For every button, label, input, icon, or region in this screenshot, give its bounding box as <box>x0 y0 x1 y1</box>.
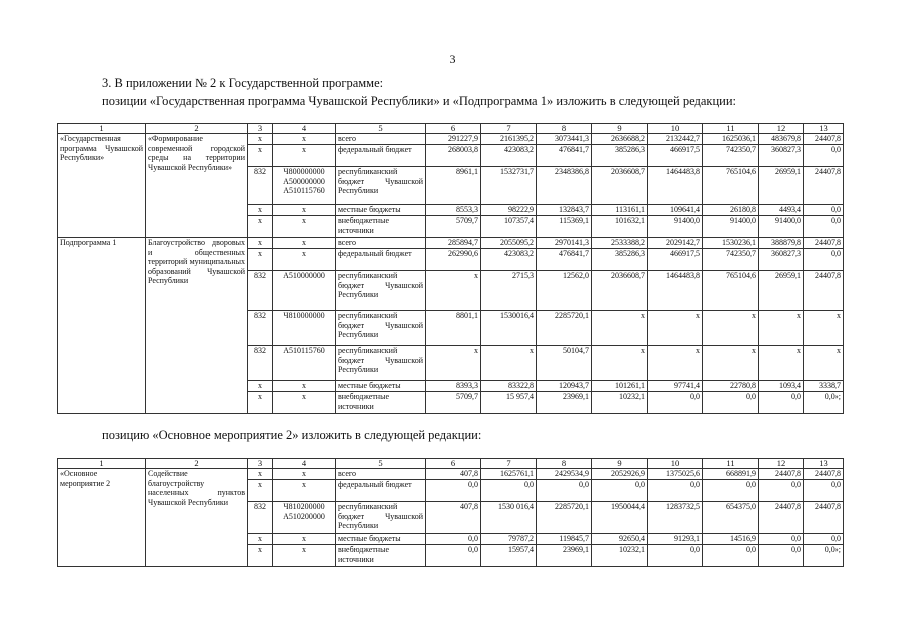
amount-cell: 2036608,7 <box>592 271 648 311</box>
budget-code-cell: Ч800000000 А500000000 А510115760 <box>273 167 336 205</box>
funding-source-cell: республиканский бюджет Чувашской Республики <box>336 167 426 205</box>
amount-cell: 360827,3 <box>759 145 804 167</box>
admin-code-cell: х <box>248 381 273 392</box>
amount-cell: 0,0»; <box>804 545 844 567</box>
amount-cell: 285894,7 <box>426 238 481 249</box>
column-number-cell: 2 <box>146 459 248 469</box>
admin-code-cell: х <box>248 249 273 271</box>
amount-cell: 2052926,9 <box>592 469 648 480</box>
amount-cell: 1532731,7 <box>481 167 537 205</box>
column-number-cell: 13 <box>804 459 844 469</box>
admin-code-cell: х <box>248 238 273 249</box>
amount-cell: 8961,1 <box>426 167 481 205</box>
funding-source-cell: республиканский бюджет Чувашской Республики <box>336 502 426 534</box>
budget-table-program <box>57 123 844 414</box>
funding-source-cell: всего <box>336 238 426 249</box>
amount-cell: 98222,9 <box>481 205 537 216</box>
admin-code-cell: х <box>248 134 273 145</box>
amount-cell: х <box>426 271 481 311</box>
column-number-cell: 1 <box>58 459 146 469</box>
funding-source-cell: республиканский бюджет Чувашской Республики <box>336 346 426 381</box>
budget-table-main-activity <box>57 458 844 567</box>
amount-cell: 119845,7 <box>537 534 592 545</box>
amount-cell: 24407,8 <box>804 238 844 249</box>
amount-cell: 8553,3 <box>426 205 481 216</box>
budget-code-cell: Ч810000000 <box>273 311 336 346</box>
amount-cell: 742350,7 <box>703 145 759 167</box>
funding-source-cell: всего <box>336 134 426 145</box>
budget-code-cell: х <box>273 381 336 392</box>
amount-cell: х <box>804 346 844 381</box>
column-number-cell: 2 <box>146 124 248 134</box>
amount-cell: 101632,1 <box>592 216 648 238</box>
column-number-row <box>58 459 844 469</box>
amount-cell: 12562,0 <box>537 271 592 311</box>
amount-cell: 0,0 <box>759 392 804 414</box>
column-number-cell: 11 <box>703 124 759 134</box>
amount-cell: 423083,2 <box>481 145 537 167</box>
funding-source-cell: всего <box>336 469 426 480</box>
amount-cell: 8801,1 <box>426 311 481 346</box>
amount-cell: 1530236,1 <box>703 238 759 249</box>
amount-cell: 120943,7 <box>537 381 592 392</box>
amount-cell: 2715,3 <box>481 271 537 311</box>
amount-cell: 0,0 <box>804 145 844 167</box>
column-number-cell: 11 <box>703 459 759 469</box>
admin-code-cell: х <box>248 469 273 480</box>
budget-code-cell: х <box>273 145 336 167</box>
amount-cell: 0,0 <box>759 534 804 545</box>
table-row <box>58 134 844 145</box>
column-number-cell: 8 <box>537 124 592 134</box>
amount-cell: 132843,7 <box>537 205 592 216</box>
amount-cell: 476841,7 <box>537 145 592 167</box>
amount-cell: 1464483,8 <box>648 271 703 311</box>
admin-code-cell: х <box>248 145 273 167</box>
admin-code-cell: х <box>248 534 273 545</box>
amount-cell: 0,0 <box>481 480 537 502</box>
amount-cell: х <box>481 346 537 381</box>
amount-cell: 0,0 <box>804 205 844 216</box>
amount-cell: 2055095,2 <box>481 238 537 249</box>
page-number: 3 <box>449 52 456 66</box>
amount-cell: 26959,1 <box>759 271 804 311</box>
amount-cell: 2285720,1 <box>537 311 592 346</box>
amount-cell: 24407,8 <box>804 469 844 480</box>
amount-cell: 109641,4 <box>648 205 703 216</box>
amount-cell: 0,0 <box>703 392 759 414</box>
section-instruction: позиции «Государственная программа Чувашской Республики» и «Подпрограмма 1» изложить в следующей редакции: <box>102 94 737 108</box>
amount-cell: 15957,4 <box>481 545 537 567</box>
amount-cell: 22780,8 <box>703 381 759 392</box>
amount-cell: 50104,7 <box>537 346 592 381</box>
table-row <box>58 238 844 249</box>
amount-cell: 24407,8 <box>804 134 844 145</box>
table-row <box>58 469 844 480</box>
amount-cell: 2348386,8 <box>537 167 592 205</box>
budget-code-cell: А510115760 <box>273 346 336 381</box>
amount-cell: 91400,0 <box>759 216 804 238</box>
amount-cell: 483679,8 <box>759 134 804 145</box>
budget-code-cell: х <box>273 216 336 238</box>
funding-source-cell: федеральный бюджет <box>336 480 426 502</box>
amount-cell: 0,0 <box>759 480 804 502</box>
amount-cell: 15 957,4 <box>481 392 537 414</box>
amount-cell: 0,0 <box>426 480 481 502</box>
amount-cell: 24407,8 <box>804 502 844 534</box>
amount-cell: 1625036,1 <box>703 134 759 145</box>
amount-cell: 24407,8 <box>759 502 804 534</box>
column-number-row <box>58 124 844 134</box>
funding-source-cell: местные бюджеты <box>336 534 426 545</box>
column-number-cell: 8 <box>537 459 592 469</box>
admin-code-cell: х <box>248 392 273 414</box>
admin-code-cell: 832 <box>248 271 273 311</box>
funding-source-cell: местные бюджеты <box>336 205 426 216</box>
amount-cell: 742350,7 <box>703 249 759 271</box>
amount-cell: 1464483,8 <box>648 167 703 205</box>
amount-cell: 5709,7 <box>426 216 481 238</box>
amount-cell: 0,0 <box>703 545 759 567</box>
amount-cell: 23969,1 <box>537 392 592 414</box>
amount-cell: 8393,3 <box>426 381 481 392</box>
amount-cell: 0,0»; <box>804 392 844 414</box>
amount-cell: 0,0 <box>426 534 481 545</box>
column-number-cell: 7 <box>481 124 537 134</box>
column-number-cell: 10 <box>648 124 703 134</box>
amount-cell: 101261,1 <box>592 381 648 392</box>
column-number-cell: 9 <box>592 459 648 469</box>
amount-cell: 2636688,2 <box>592 134 648 145</box>
amount-cell: х <box>703 311 759 346</box>
budget-code-cell: х <box>273 238 336 249</box>
amount-cell: 765104,6 <box>703 271 759 311</box>
amount-cell: 5709,7 <box>426 392 481 414</box>
budget-code-cell: х <box>273 469 336 480</box>
amount-cell: 1530016,4 <box>481 311 537 346</box>
amount-cell: 668891,9 <box>703 469 759 480</box>
amount-cell: 113161,1 <box>592 205 648 216</box>
program-name-cell: «Государственная программа Чувашской Республики» <box>58 134 146 238</box>
amount-cell: 0,0 <box>648 545 703 567</box>
budget-code-cell: х <box>273 480 336 502</box>
amount-cell: 385286,3 <box>592 249 648 271</box>
amount-cell: х <box>759 346 804 381</box>
amount-cell: 466917,5 <box>648 249 703 271</box>
column-number-cell: 5 <box>336 459 426 469</box>
section-heading: 3. В приложении № 2 к Государственной программе: <box>102 76 384 90</box>
amount-cell: 765104,6 <box>703 167 759 205</box>
amount-cell: 0,0 <box>426 545 481 567</box>
amount-cell: 2533388,2 <box>592 238 648 249</box>
amount-cell: 79787,2 <box>481 534 537 545</box>
amount-cell: 407,8 <box>426 502 481 534</box>
column-number-cell: 6 <box>426 459 481 469</box>
amount-cell: х <box>804 311 844 346</box>
amount-cell: 0,0 <box>759 545 804 567</box>
amount-cell: 0,0 <box>648 480 703 502</box>
amount-cell: 0,0 <box>703 480 759 502</box>
admin-code-cell: 832 <box>248 346 273 381</box>
amount-cell: 360827,3 <box>759 249 804 271</box>
column-number-cell: 10 <box>648 459 703 469</box>
amount-cell: 10232,1 <box>592 392 648 414</box>
amount-cell: 3073441,3 <box>537 134 592 145</box>
budget-code-cell: А510000000 <box>273 271 336 311</box>
amount-cell: х <box>592 346 648 381</box>
budget-code-cell: х <box>273 249 336 271</box>
amount-cell: х <box>592 311 648 346</box>
budget-code-cell: Ч810200000 А510200000 <box>273 502 336 534</box>
amount-cell: 107357,4 <box>481 216 537 238</box>
column-number-cell: 1 <box>58 124 146 134</box>
amount-cell: х <box>648 311 703 346</box>
program-description-cell: «Формирование современной городской среды на территории Чувашской Республики» <box>146 134 248 238</box>
column-number-cell: 7 <box>481 459 537 469</box>
budget-code-cell: х <box>273 205 336 216</box>
amount-cell: 466917,5 <box>648 145 703 167</box>
program-name-cell: Подпрограмма 1 <box>58 238 146 414</box>
column-number-cell: 3 <box>248 459 273 469</box>
program-description-cell: Содействие благоустройству населенных пунктов Чувашской Республики <box>146 469 248 567</box>
amount-cell: 14516,9 <box>703 534 759 545</box>
amount-cell: 4493,4 <box>759 205 804 216</box>
section-instruction-2: позицию «Основное мероприятие 2» изложить в следующей редакции: <box>102 428 482 442</box>
amount-cell: 407,8 <box>426 469 481 480</box>
amount-cell: 388879,8 <box>759 238 804 249</box>
amount-cell: 24407,8 <box>804 271 844 311</box>
amount-cell: 2285720,1 <box>537 502 592 534</box>
budget-code-cell: х <box>273 134 336 145</box>
program-name-cell: «Основное мероприятие 2 <box>58 469 146 567</box>
amount-cell: 385286,3 <box>592 145 648 167</box>
funding-source-cell: федеральный бюджет <box>336 145 426 167</box>
amount-cell: 1375025,6 <box>648 469 703 480</box>
amount-cell: 115369,1 <box>537 216 592 238</box>
amount-cell: 92650,4 <box>592 534 648 545</box>
column-number-cell: 3 <box>248 124 273 134</box>
amount-cell: 1625761,1 <box>481 469 537 480</box>
admin-code-cell: 832 <box>248 311 273 346</box>
amount-cell: 3338,7 <box>804 381 844 392</box>
amount-cell: 268003,8 <box>426 145 481 167</box>
amount-cell: 0,0 <box>804 534 844 545</box>
amount-cell: 1283732,5 <box>648 502 703 534</box>
funding-source-cell: внебюджетные источники <box>336 545 426 567</box>
column-number-cell: 5 <box>336 124 426 134</box>
amount-cell: 2161395,2 <box>481 134 537 145</box>
amount-cell: х <box>759 311 804 346</box>
amount-cell: 2429534,9 <box>537 469 592 480</box>
funding-source-cell: республиканский бюджет Чувашской Республики <box>336 271 426 311</box>
funding-source-cell: внебюджетные источники <box>336 392 426 414</box>
budget-code-cell: х <box>273 545 336 567</box>
column-number-cell: 4 <box>273 124 336 134</box>
amount-cell: 91400,0 <box>648 216 703 238</box>
amount-cell: 423083,2 <box>481 249 537 271</box>
column-number-cell: 9 <box>592 124 648 134</box>
amount-cell: 24407,8 <box>759 469 804 480</box>
amount-cell: 2036608,7 <box>592 167 648 205</box>
amount-cell: 654375,0 <box>703 502 759 534</box>
admin-code-cell: 832 <box>248 167 273 205</box>
amount-cell: 2029142,7 <box>648 238 703 249</box>
column-number-cell: 13 <box>804 124 844 134</box>
amount-cell: 0,0 <box>804 249 844 271</box>
amount-cell: 2970141,3 <box>537 238 592 249</box>
amount-cell: 0,0 <box>648 392 703 414</box>
funding-source-cell: федеральный бюджет <box>336 249 426 271</box>
column-number-cell: 4 <box>273 459 336 469</box>
amount-cell: 26180,8 <box>703 205 759 216</box>
column-number-cell: 6 <box>426 124 481 134</box>
budget-code-cell: х <box>273 534 336 545</box>
amount-cell: 91400,0 <box>703 216 759 238</box>
admin-code-cell: х <box>248 205 273 216</box>
admin-code-cell: х <box>248 545 273 567</box>
amount-cell: 1530 016,4 <box>481 502 537 534</box>
funding-source-cell: внебюджетные источники <box>336 216 426 238</box>
amount-cell: 1093,4 <box>759 381 804 392</box>
admin-code-cell: х <box>248 216 273 238</box>
amount-cell: 0,0 <box>804 480 844 502</box>
amount-cell: 26959,1 <box>759 167 804 205</box>
admin-code-cell: 832 <box>248 502 273 534</box>
amount-cell: 1950044,4 <box>592 502 648 534</box>
funding-source-cell: местные бюджеты <box>336 381 426 392</box>
amount-cell: 91293,1 <box>648 534 703 545</box>
column-number-cell: 12 <box>759 124 804 134</box>
amount-cell: 10232,1 <box>592 545 648 567</box>
amount-cell: 2132442,7 <box>648 134 703 145</box>
column-number-cell: 12 <box>759 459 804 469</box>
admin-code-cell: х <box>248 480 273 502</box>
amount-cell: 83322,8 <box>481 381 537 392</box>
amount-cell: 24407,8 <box>804 167 844 205</box>
amount-cell: 0,0 <box>537 480 592 502</box>
amount-cell: 0,0 <box>804 216 844 238</box>
amount-cell: 476841,7 <box>537 249 592 271</box>
amount-cell: 291227,9 <box>426 134 481 145</box>
amount-cell: 262990,6 <box>426 249 481 271</box>
amount-cell: 0,0 <box>592 480 648 502</box>
funding-source-cell: республиканский бюджет Чувашской Республики <box>336 311 426 346</box>
budget-code-cell: х <box>273 392 336 414</box>
amount-cell: 97741,4 <box>648 381 703 392</box>
amount-cell: х <box>426 346 481 381</box>
amount-cell: х <box>648 346 703 381</box>
program-description-cell: Благоустройство дворовых и общественных территорий муниципальных образований Чувашской Республики <box>146 238 248 414</box>
amount-cell: х <box>703 346 759 381</box>
amount-cell: 23969,1 <box>537 545 592 567</box>
